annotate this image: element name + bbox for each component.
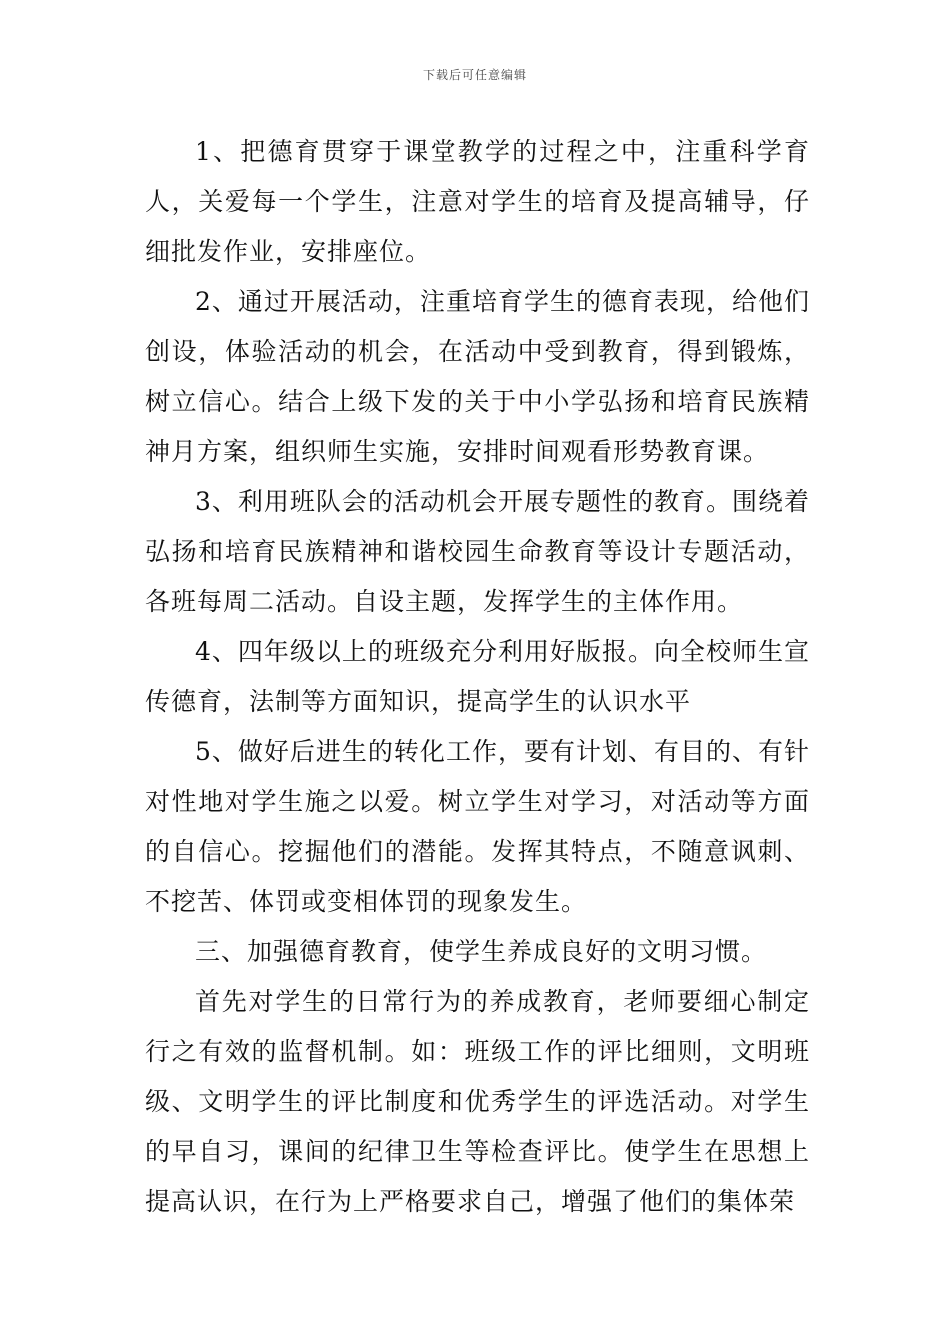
document-body [145, 127, 810, 1227]
section-heading: 三、加强德育教育，使学生养成良好的文明习惯。 [195, 937, 768, 966]
paragraph-item-3: 3、利用班队会的活动机会开展专题性的教育。围绕着弘扬和培育民族精神和谐校园生命教育等设计专题活动，各班每周二活动。自设主题，发挥学生的主体作用。 [145, 487, 810, 616]
paragraph-item-6: 首先对学生的日常行为的养成教育，老师要细心制定行之有效的监督机制。如：班级工作的评比细则，文明班级、文明学生的评比制度和优秀学生的评选活动。对学生的早自习，课间的纪律卫生等检查评比。使学生在思想上提高认识，在行为上严格要求自己，增强了他们的集体荣 [145, 987, 810, 1216]
paragraph-item-1: 1、把德育贯穿于课堂教学的过程之中，注重科学育人，关爱每一个学生，注意对学生的培育及提高辅导，仔细批发作业，安排座位。 [145, 137, 810, 266]
paragraph-item-4: 4、四年级以上的班级充分利用好版报。向全校师生宣传德育，法制等方面知识，提高学生的认识水平 [145, 637, 810, 716]
page-header: 下载后可任意编辑 [422, 68, 527, 82]
paragraph-item-5: 5、做好后进生的转化工作，要有计划、有目的、有针对性地对学生施之以爱。树立学生对学习，对活动等方面的自信心。挖掘他们的潜能。发挥其特点，不随意讽刺、不挖苦、体罚或变相体罚的现象发生。 [145, 737, 810, 916]
paragraph-item-2: 2、通过开展活动，注重培育学生的德育表现，给他们创设，体验活动的机会，在活动中受到教育，得到锻炼，树立信心。结合上级下发的关于中小学弘扬和培育民族精神月方案，组织师生实施，安排时间观看形势教育课。 [145, 287, 810, 466]
